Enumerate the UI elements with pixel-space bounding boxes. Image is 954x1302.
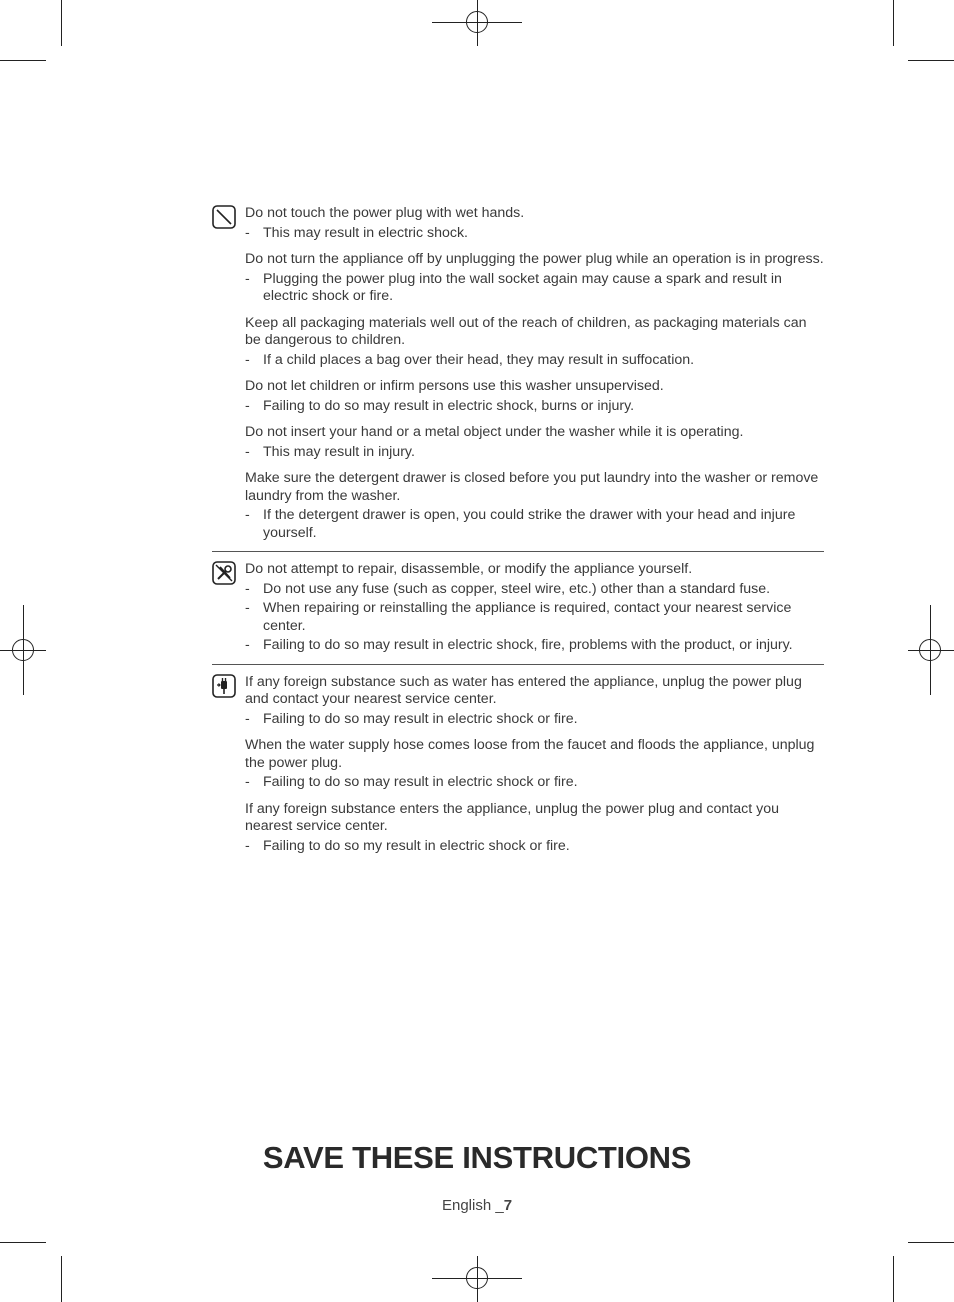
safety-item <box>245 378 824 415</box>
safety-item <box>245 737 824 792</box>
dash-bullet: - <box>245 224 250 241</box>
consequence-note <box>245 600 824 635</box>
warning-text: Make sure the detergent drawer is closed before you put laundry into the washer or remove laundry from the washer. <box>245 470 819 504</box>
consequence-note <box>245 774 824 792</box>
dash-bullet: - <box>245 443 250 460</box>
warning-text: Do not let children or infirm persons use this washer unsupervised. <box>245 378 664 394</box>
safety-item <box>245 561 824 655</box>
registration-circle <box>919 639 941 661</box>
save-instructions-title: SAVE THESE INSTRUCTIONS <box>262 1140 692 1175</box>
consequence-text: When repairing or reinstalling the appliance is required, contact your nearest service center. <box>263 600 792 634</box>
safety-item <box>245 251 824 306</box>
warning-text: Do not insert your hand or a metal object under the washer while it is operating. <box>245 424 744 440</box>
consequence-text: Do not use any fuse (such as copper, steel wire, etc.) other than a standard fuse. <box>263 580 771 597</box>
dash-bullet: - <box>245 580 250 597</box>
crop-mark <box>893 1256 894 1302</box>
dash-bullet: - <box>245 637 250 653</box>
consequence-text: Failing to do so may result in electric shock, burns or injury. <box>263 397 635 414</box>
warning-text: Do not attempt to repair, disassemble, or modify the appliance yourself. <box>245 561 693 577</box>
dash-bullet: - <box>245 397 250 414</box>
safety-section <box>212 674 824 856</box>
consequence-note <box>245 637 824 655</box>
consequence-note <box>245 711 824 729</box>
consequence-text: Failing to do so may result in electric shock, fire, problems with the product, or injury. <box>263 637 793 653</box>
warning-text: When the water supply hose comes loose from the faucet and floods the appliance, unplug the power plug. <box>245 737 815 771</box>
crop-mark <box>0 60 46 61</box>
safety-item <box>245 315 824 370</box>
crop-mark <box>61 1256 62 1302</box>
safety-item <box>245 424 824 461</box>
safety-section <box>212 561 824 655</box>
dash-bullet: - <box>245 600 250 616</box>
warning-text: Do not touch the power plug with wet hands. <box>245 205 525 221</box>
dash-bullet: - <box>245 507 250 523</box>
safety-item <box>245 674 824 729</box>
footer-language: English _ <box>441 1197 504 1214</box>
section-divider <box>212 664 824 665</box>
crop-mark <box>908 60 954 61</box>
consequence-text: This may result in injury. <box>263 443 415 460</box>
safety-item <box>245 205 824 242</box>
safety-item <box>245 801 824 856</box>
safety-section <box>212 205 824 542</box>
crop-mark <box>893 0 894 46</box>
prohibition-icon <box>212 205 236 229</box>
dash-bullet: - <box>245 774 250 790</box>
consequence-note <box>245 271 824 306</box>
no-disassembly-icon <box>212 561 236 585</box>
consequence-text: This may result in electric shock. <box>263 224 468 241</box>
consequence-text: If a child places a bag over their head, they may result in suffocation. <box>263 351 695 368</box>
registration-circle <box>466 1267 488 1289</box>
consequence-note <box>245 507 824 542</box>
safety-item <box>245 470 824 542</box>
crop-mark <box>908 1242 954 1243</box>
crop-mark <box>0 1242 46 1243</box>
warning-text: If any foreign substance such as water has entered the appliance, unplug the power plug and contact your nearest service center. <box>245 673 802 707</box>
consequence-note <box>245 352 824 370</box>
warning-text: Keep all packaging materials well out of the reach of children, as packaging materials can be dangerous to children. <box>245 314 807 348</box>
consequence-text: Plugging the power plug into the wall socket again may cause a spark and result in electric shock or fire. <box>263 270 782 304</box>
dash-bullet: - <box>245 837 250 854</box>
consequence-note <box>245 398 824 416</box>
consequence-text: Failing to do so may result in electric shock or fire. <box>263 710 578 727</box>
consequence-note <box>245 581 824 599</box>
registration-circle <box>12 639 34 661</box>
page-number: 7 <box>503 1197 513 1214</box>
consequence-note <box>245 444 824 462</box>
registration-circle <box>466 11 488 33</box>
consequence-note <box>245 838 824 856</box>
dash-bullet: - <box>245 710 250 727</box>
dash-bullet: - <box>245 270 250 287</box>
warning-text: If any foreign substance enters the appliance, unplug the power plug and contact you nearest service center. <box>245 800 779 834</box>
unplug-icon <box>212 674 236 698</box>
section-divider <box>212 551 824 552</box>
crop-mark <box>61 0 62 46</box>
dash-bullet: - <box>245 351 250 368</box>
warning-text: Do not turn the appliance off by unplugging the power plug while an operation is in progress. <box>245 251 824 267</box>
consequence-note <box>245 225 824 243</box>
consequence-text: If the detergent drawer is open, you could strike the drawer with your head and injure yourself. <box>263 507 796 541</box>
safety-instructions <box>212 205 824 864</box>
consequence-text: Failing to do so my result in electric shock or fire. <box>263 837 570 854</box>
page-footer <box>0 1197 954 1214</box>
consequence-text: Failing to do so may result in electric shock or fire. <box>263 774 578 790</box>
